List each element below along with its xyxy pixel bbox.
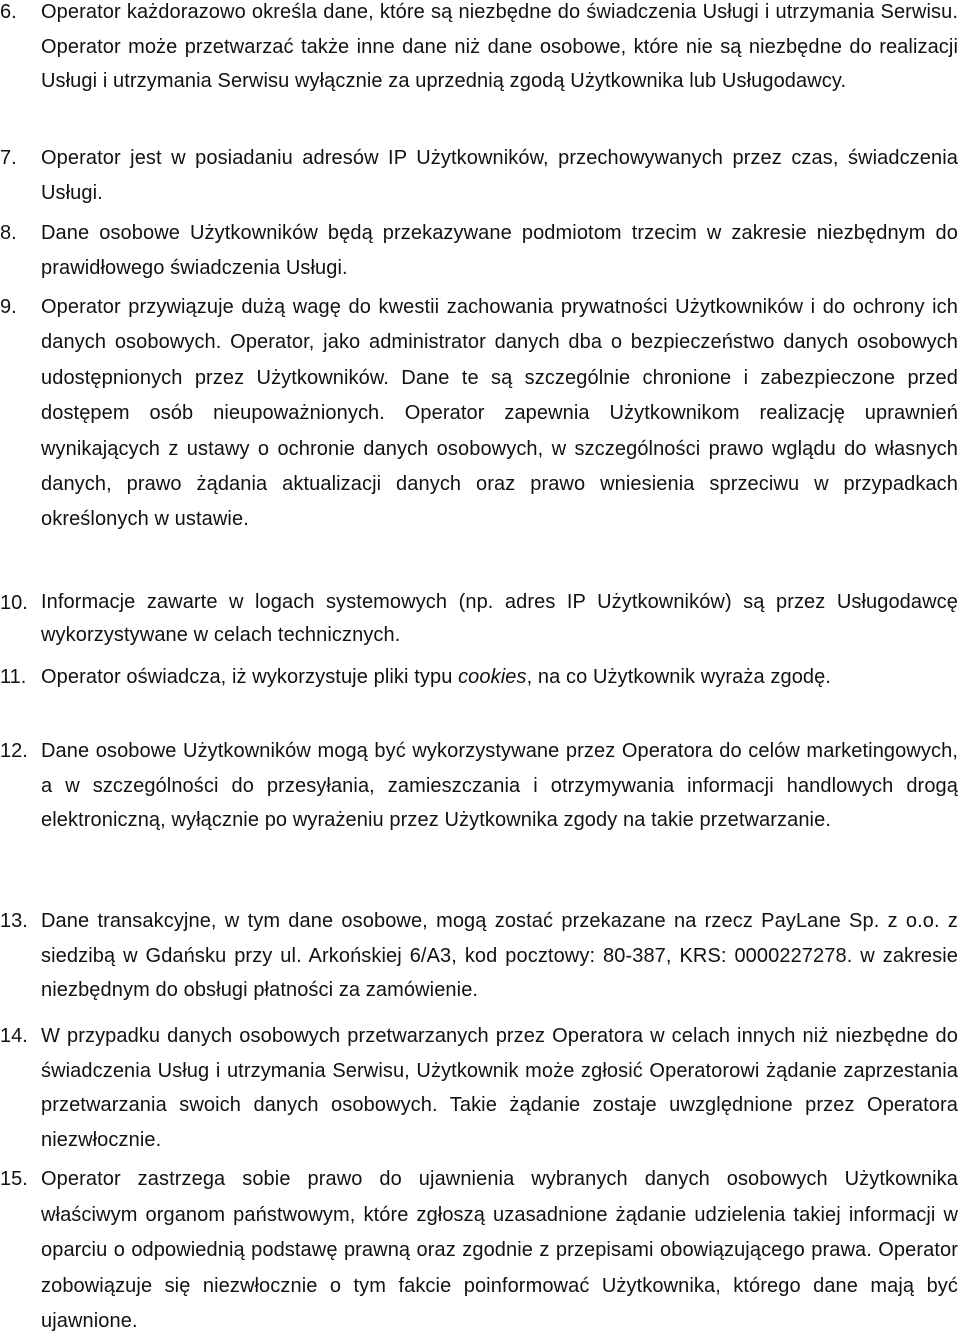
item-text-end: , na co Użytkownik wyraża zgodę. bbox=[526, 666, 832, 688]
list-item bbox=[0, 290, 958, 538]
list-item bbox=[0, 660, 958, 695]
item-number: 10. bbox=[0, 592, 28, 614]
list-item bbox=[0, 586, 958, 652]
item-number: 14. bbox=[0, 1025, 28, 1047]
list-item bbox=[0, 904, 958, 1008]
item-text: Operator zastrzega sobie prawo do ujawnienia wybranych danych osobowych Użytkownika właściwym organom państwowym, które zgłoszą uzasadnione żądanie udzielenia takiej informacji w oparciu o odpowiednią podstawę prawną oraz zgodnie z przepisami obowiązującego prawa. Operator zobowiązuje się niezwłocznie o tym fakcie poinformować Użytkownika, którego dane mają być ujawnione. bbox=[41, 1168, 958, 1332]
list-item bbox=[0, 216, 958, 285]
item-text: Dane transakcyjne, w tym dane osobowe, mogą zostać przekazane na rzecz PayLane Sp. z o.o. z siedzibą w Gdańsku przy ul. Arkońskiej 6/A3, kod pocztowy: 80-387, KRS: 0000227278. w zakresie niezbędnym do obsługi płatności za zamówienie. bbox=[41, 910, 958, 1001]
item-text: Informacje zawarte w logach systemowych (np. adres IP Użytkowników) są przez Usługodawcę wykorzystywane w celach technicznych. bbox=[41, 591, 958, 646]
item-text bbox=[41, 660, 958, 695]
item-number: 7. bbox=[0, 147, 17, 169]
item-number: 9. bbox=[0, 296, 17, 318]
item-number: 8. bbox=[0, 222, 17, 244]
item-number: 15. bbox=[0, 1168, 28, 1190]
list-item bbox=[0, 1162, 958, 1340]
item-number: 12. bbox=[0, 740, 28, 762]
item-number: 13. bbox=[0, 910, 28, 932]
list-item bbox=[0, 734, 958, 838]
item-text: Operator przywiązuje dużą wagę do kwestii zachowania prywatności Użytkowników i do ochrony ich danych osobowych. Operator, jako administrator danych dba o bezpieczeństwo danych osobowych udostępnionych przez Użytkowników. Dane te są szczególnie chronione i zabezpieczone przed dostępem osób nieupoważnionych. Operator zapewnia Użytkownikom realizację uprawnień wynikających z ustawy o ochronie danych osobowych, w szczególności prawo wglądu do własnych danych, prawo żądania aktualizacji danych oraz prawo wniesienia sprzeciwu w przypadkach określonych w ustawie. bbox=[41, 296, 958, 531]
item-text: Dane osobowe Użytkowników będą przekazywane podmiotom trzecim w zakresie niezbędnym do prawidłowego świadczenia Usługi. bbox=[41, 222, 958, 279]
item-text: Operator każdorazowo określa dane, które są niezbędne do świadczenia Usługi i utrzymania Serwisu. Operator może przetwarzać także inne dane niż dane osobowe, które nie są niezbędne do realizacji Usługi i utrzymania Serwisu wyłącznie za uprzednią zgodą Użytkownika lub Usługodawcy. bbox=[41, 1, 958, 92]
cookies-term: cookies bbox=[458, 666, 527, 688]
item-text-start: Operator oświadcza, iż wykorzystuje pliki typu bbox=[41, 666, 459, 688]
item-text: W przypadku danych osobowych przetwarzanych przez Operatora w celach innych niż niezbędne do świadczenia Usług i utrzymania Serwisu, Użytkownik może zgłosić Operatorowi żądanie zaprzestania przetwarzania swoich danych osobowych. Takie żądanie zostaje uwzględnione przez Operatora niezwłocznie. bbox=[41, 1025, 958, 1151]
item-text: Dane osobowe Użytkowników mogą być wykorzystywane przez Operatora do celów marketingowych, a w szczególności do przesyłania, zamieszczania i otrzymywania informacji handlowych drogą elektroniczną, wyłącznie po wyrażeniu przez Użytkownika zgody na takie przetwarzanie. bbox=[41, 740, 958, 831]
item-text: Operator jest w posiadaniu adresów IP Użytkowników, przechowywanych przez czas, świadczenia Usługi. bbox=[41, 147, 958, 204]
item-number: 11. bbox=[0, 666, 27, 688]
list-item bbox=[0, 0, 958, 99]
list-item bbox=[0, 1019, 958, 1157]
item-number: 6. bbox=[0, 1, 17, 23]
list-item bbox=[0, 141, 958, 210]
